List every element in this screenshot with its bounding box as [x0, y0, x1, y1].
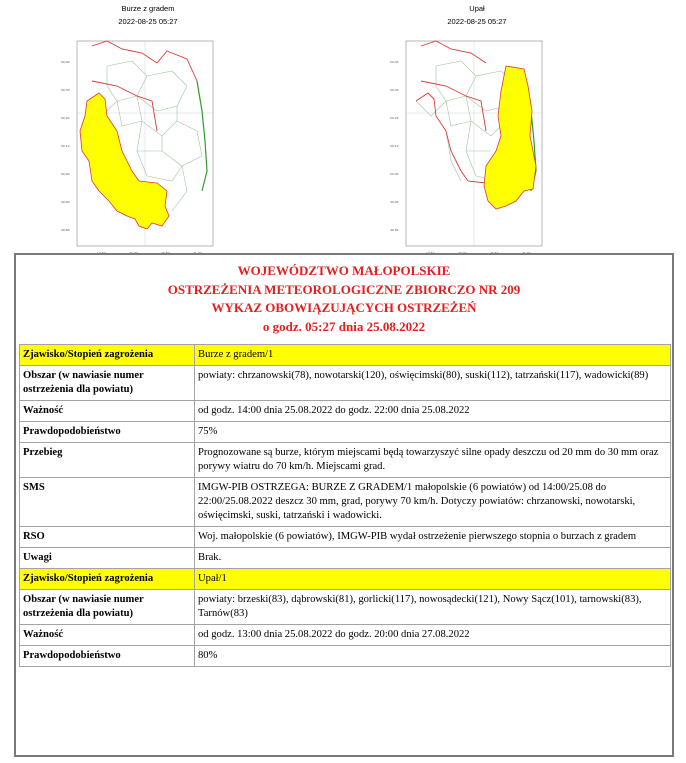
table-row [20, 422, 671, 443]
row-label: Obszar (w nawiasie numer ostrzeżenia dla powiatu) [20, 366, 195, 401]
header-issued: o godz. 05:27 dnia 25.08.2022 [262, 318, 426, 334]
row-value: powiaty: chrzanowski(78), nowotarski(120), oświęcimski(80), suski(112), tatrzański(117), wadowicki(89) [195, 366, 671, 401]
y-tick: 50,00 [390, 172, 399, 176]
x-tick: 20,50 [490, 251, 499, 255]
map-timestamp: 2022-08-25 05:27 [447, 17, 507, 26]
table-row [20, 527, 671, 548]
row-label: Przebieg [20, 443, 195, 478]
row-value: od godz. 13:00 dnia 25.08.2022 do godz. 20:00 dnia 27.08.2022 [195, 625, 671, 646]
x-tick: 20,50 [161, 251, 170, 255]
row-label: Obszar (w nawiasie numer ostrzeżenia dla powiatu) [20, 590, 195, 625]
y-tick: 50,00 [61, 172, 70, 176]
row-value: Brak. [195, 548, 671, 569]
row-value: Burze z gradem/1 [195, 345, 671, 366]
map-heat [377, 0, 577, 255]
x-tick: 19,50 [97, 251, 106, 255]
y-tick: 50,40 [61, 60, 70, 64]
table-row [20, 478, 671, 527]
warnings-panel [14, 253, 674, 757]
row-value: Woj. małopolskie (6 powiatów), IMGW-PIB wydał ostrzeżenie pierwszego stopnia o burzach z gradem [195, 527, 671, 548]
y-tick: 50,10 [61, 144, 70, 148]
y-tick: 50,20 [390, 116, 399, 120]
map-timestamp: 2022-08-25 05:27 [118, 17, 178, 26]
row-value: 80% [195, 646, 671, 667]
y-tick: 49,80 [61, 228, 70, 232]
y-tick: 49,90 [390, 200, 399, 204]
map-canvas [61, 41, 213, 255]
y-tick: 50,10 [390, 144, 399, 148]
row-value: Upał/1 [195, 569, 671, 590]
map-storms-hail [48, 0, 248, 255]
table-row [20, 401, 671, 422]
row-label: Ważność [20, 625, 195, 646]
x-tick: 20,00 [129, 251, 138, 255]
map-title: Burze z gradem [121, 4, 175, 13]
warning-maps [0, 0, 686, 255]
map-title: Upał [469, 4, 485, 13]
y-tick: 50,20 [61, 116, 70, 120]
row-value: od godz. 14:00 dnia 25.08.2022 do godz. 22:00 dnia 25.08.2022 [195, 401, 671, 422]
warnings-table [19, 344, 671, 667]
header-bulletin: OSTRZEŻENIA METEOROLOGICZNE ZBIORCZO NR 209 [167, 281, 521, 297]
map-canvas [390, 41, 542, 255]
table-row [20, 569, 671, 590]
table-row [20, 590, 671, 625]
row-label: Prawdopodobieństwo [20, 646, 195, 667]
y-tick: 50,30 [61, 88, 70, 92]
row-label: Zjawisko/Stopień zagrożenia [20, 569, 195, 590]
y-tick: 50,30 [390, 88, 399, 92]
table-row [20, 443, 671, 478]
row-label: SMS [20, 478, 195, 527]
x-tick: 20,00 [458, 251, 467, 255]
row-label: Ważność [20, 401, 195, 422]
y-tick: 49,80 [390, 228, 399, 232]
row-label: Uwagi [20, 548, 195, 569]
table-row [20, 366, 671, 401]
table-row [20, 548, 671, 569]
header-region: WOJEWÓDZTWO MAŁOPOLSKIE [237, 263, 451, 278]
x-tick: 19,50 [426, 251, 435, 255]
row-label: Zjawisko/Stopień zagrożenia [20, 345, 195, 366]
x-tick: 21,00 [522, 251, 531, 255]
y-tick: 50,40 [390, 60, 399, 64]
x-tick: 21,00 [193, 251, 202, 255]
row-label: Prawdopodobieństwo [20, 422, 195, 443]
y-tick: 49,90 [61, 200, 70, 204]
warnings-header [16, 255, 672, 341]
row-value: Prognozowane są burze, którym miejscami będą towarzyszyć silne opady deszczu od 20 mm do 30 mm oraz porywy wiatru do 70 km/h. Miejscami grad. [195, 443, 671, 478]
table-row [20, 646, 671, 667]
row-label: RSO [20, 527, 195, 548]
row-value: powiaty: brzeski(83), dąbrowski(81), gorlicki(117), nowosądecki(121), Nowy Sącz(101), tarnowski(83), Tarnów(83) [195, 590, 671, 625]
table-row [20, 345, 671, 366]
header-list-title: WYKAZ OBOWIĄZUJĄCYCH OSTRZEŻEŃ [211, 300, 477, 315]
row-value: IMGW-PIB OSTRZEGA: BURZE Z GRADEM/1 małopolskie (6 powiatów) od 14:00/25.08 do 22:00/25.08.2022 deszcz 30 mm, grad, porywy 70 km/h. Dotyczy powiatów: chrzanowski, nowotarski, oświęcimski, suski, tatrzański i wadowicki. [195, 478, 671, 527]
row-value: 75% [195, 422, 671, 443]
table-row [20, 625, 671, 646]
